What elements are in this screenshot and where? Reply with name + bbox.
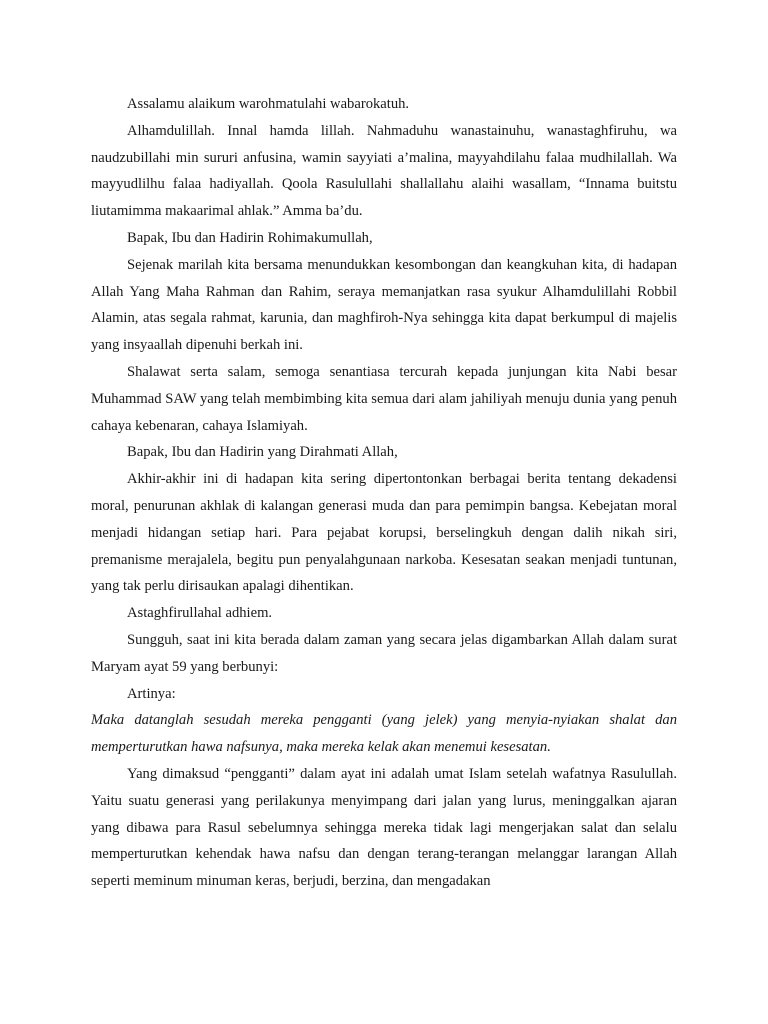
salutation-paragraph: Bapak, Ibu dan Hadirin Rohimakumullah, — [127, 229, 373, 246]
quran-reference-paragraph: Sungguh, saat ini kita berada dalam zaman yang secara jelas digambarkan Allah dalam surat Maryam ayat 59 yang berbunyi: — [91, 631, 677, 675]
gratitude-paragraph: Sejenak marilah kita bersama menundukkan kesombongan dan keangkuhan kita, di hadapan Allah Yang Maha Rahman dan Rahim, seraya memanjatkan rasa syukur Alhamdulillahi Robbil Alamin, atas segala rahmat, karunia, dan maghfiroh-Nya sehingga kita dapat berkumpul di majelis yang insyaallah dipenuhi berkah ini. — [91, 256, 677, 354]
explanation-paragraph: Yang dimaksud “pengganti” dalam ayat ini adalah umat Islam setelah wafatnya Rasulullah. Yaitu suatu generasi yang perilakunya menyimpang dari jalan yang lurus, meninggalkan ajaran yang dibawa para Rasul sebelumnya sehingga mereka tidak lagi mengerjakan salat dan selalu memperturutkan kehendak hawa nafsu dan dengan terang-terangan melanggar larangan Allah seperti meminum minuman keras, berjudi, berzina, dan mengadakan — [91, 765, 677, 890]
verse-translation-paragraph: Maka datanglah sesudah mereka pengganti (yang jelek) yang menyia-nyiakan shalat dan memperturutkan hawa nafsunya, maka mereka kelak akan menemui kesesatan. — [91, 712, 677, 756]
translation-label: Artinya: — [127, 685, 176, 702]
opening-prayer-paragraph: Alhamdulillah. Innal hamda lillah. Nahmaduhu wanastainuhu, wanastaghfiruhu, wa naudzubillahi min sururi anfusina, wamin sayyiati a’malina, mayyahdilahu falaa mudhilallah. Wa mayyudlilhu falaa hadiyallah. Qoola Rasulullahi shallallahu alaihi wasallam, “Innama buitstu liutamimma makaarimal ahlak.” Amma ba’du. — [91, 122, 677, 220]
document-page — [91, 91, 677, 895]
salutation-paragraph-2: Bapak, Ibu dan Hadirin yang Dirahmati Allah, — [127, 444, 398, 461]
moral-decadence-paragraph: Akhir-akhir ini di hadapan kita sering dipertontonkan berbagai berita tentang dekadensi moral, penurunan akhlak di kalangan generasi muda dan para pemimpin bangsa. Kebejatan moral menjadi hidangan setiap hari. Para pejabat korupsi, berselingkuh dengan dalih nikah siri, premanisme merajalela, begitu pun penyalahgunaan narkoba. Kesesatan seakan menjadi tuntunan, yang tak perlu dirisaukan apalagi dihentikan. — [91, 471, 677, 595]
shalawat-paragraph: Shalawat serta salam, semoga senantiasa tercurah kepada junjungan kita Nabi besar Muhammad SAW yang telah membimbing kita semua dari alam jahiliyah menuju dunia yang penuh cahaya kebenaran, cahaya Islamiyah. — [91, 363, 677, 434]
istighfar-paragraph: Astaghfirullahal adhiem. — [127, 605, 273, 622]
greeting-paragraph: Assalamu alaikum warohmatulahi wabarokatuh. — [127, 96, 410, 112]
